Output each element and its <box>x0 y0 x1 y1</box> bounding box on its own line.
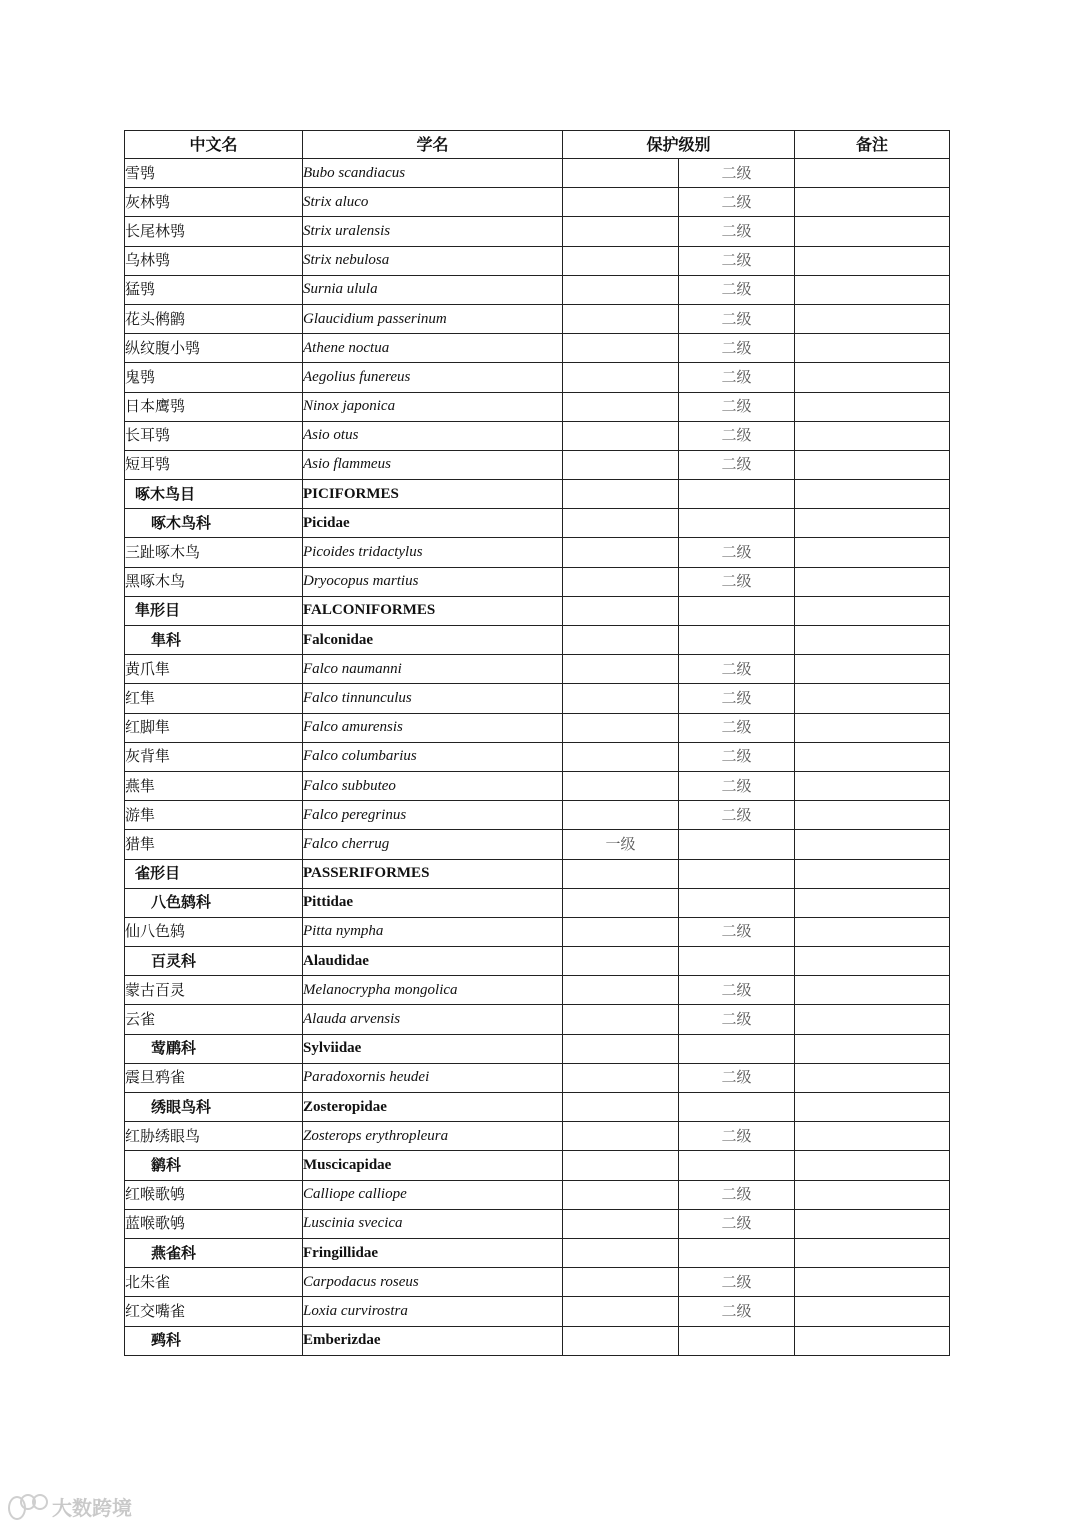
level-one-cell <box>563 1326 679 1355</box>
remarks-cell <box>795 275 950 304</box>
level-two-cell: 二级 <box>679 801 795 830</box>
scientific-name-cell: Picidae <box>303 509 563 538</box>
chinese-name-cell: 啄木鸟科 <box>125 509 303 538</box>
level-two-cell <box>679 830 795 859</box>
table-row <box>125 538 950 567</box>
scientific-name-cell: Falco cherrug <box>303 830 563 859</box>
level-one-cell <box>563 713 679 742</box>
remarks-cell <box>795 888 950 917</box>
scientific-name-cell: Aegolius funereus <box>303 363 563 392</box>
scientific-name-cell: Calliope calliope <box>303 1180 563 1209</box>
level-one-cell <box>563 159 679 188</box>
table-row <box>125 1180 950 1209</box>
level-one-cell <box>563 567 679 596</box>
chinese-name-cell: 长尾林鸮 <box>125 217 303 246</box>
remarks-cell <box>795 801 950 830</box>
remarks-cell <box>795 1034 950 1063</box>
table-row <box>125 742 950 771</box>
order-row <box>125 596 950 625</box>
remarks-cell <box>795 1326 950 1355</box>
chinese-name-cell: 红脚隼 <box>125 713 303 742</box>
level-one-cell <box>563 888 679 917</box>
family-row <box>125 888 950 917</box>
remarks-cell <box>795 742 950 771</box>
chinese-name-cell: 长耳鸮 <box>125 421 303 450</box>
remarks-cell <box>795 1297 950 1326</box>
chinese-name-cell: 隼科 <box>125 626 303 655</box>
level-two-cell: 二级 <box>679 188 795 217</box>
level-two-cell <box>679 888 795 917</box>
scientific-name-cell: Falco tinnunculus <box>303 684 563 713</box>
remarks-cell <box>795 509 950 538</box>
scientific-name-cell: Alaudidae <box>303 947 563 976</box>
family-row <box>125 509 950 538</box>
watermark <box>8 1492 132 1521</box>
table-row <box>125 421 950 450</box>
watermark-logo-icon <box>8 1494 48 1520</box>
scientific-name-cell: Falconidae <box>303 626 563 655</box>
scientific-name-cell: Asio flammeus <box>303 450 563 479</box>
chinese-name-cell: 鹀科 <box>125 1326 303 1355</box>
level-one-cell <box>563 363 679 392</box>
remarks-cell <box>795 1151 950 1180</box>
chinese-name-cell: 三趾啄木鸟 <box>125 538 303 567</box>
level-one-cell <box>563 246 679 275</box>
remarks-cell <box>795 1238 950 1267</box>
level-two-cell: 二级 <box>679 1005 795 1034</box>
level-one-cell <box>563 217 679 246</box>
chinese-name-cell: 隼形目 <box>125 596 303 625</box>
table-row <box>125 1209 950 1238</box>
level-two-cell <box>679 596 795 625</box>
level-two-cell: 二级 <box>679 917 795 946</box>
chinese-name-cell: 红胁绣眼鸟 <box>125 1122 303 1151</box>
level-one-cell <box>563 275 679 304</box>
remarks-cell <box>795 159 950 188</box>
table-row <box>125 713 950 742</box>
scientific-name-cell: Muscicapidae <box>303 1151 563 1180</box>
family-row <box>125 947 950 976</box>
chinese-name-cell: 百灵科 <box>125 947 303 976</box>
family-row <box>125 1326 950 1355</box>
level-two-cell: 二级 <box>679 304 795 333</box>
header-scientific-name: 学名 <box>303 131 563 159</box>
remarks-cell <box>795 363 950 392</box>
level-one-cell <box>563 742 679 771</box>
level-two-cell <box>679 1151 795 1180</box>
scientific-name-cell: PASSERIFORMES <box>303 859 563 888</box>
level-two-cell <box>679 1034 795 1063</box>
chinese-name-cell: 雪鸮 <box>125 159 303 188</box>
level-one-cell <box>563 1238 679 1267</box>
table-row <box>125 304 950 333</box>
scientific-name-cell: Alauda arvensis <box>303 1005 563 1034</box>
remarks-cell <box>795 947 950 976</box>
chinese-name-cell: 花头鸺鹠 <box>125 304 303 333</box>
level-two-cell: 二级 <box>679 392 795 421</box>
chinese-name-cell: 绣眼鸟科 <box>125 1093 303 1122</box>
order-row <box>125 859 950 888</box>
scientific-name-cell: Glaucidium passerinum <box>303 304 563 333</box>
chinese-name-cell: 云雀 <box>125 1005 303 1034</box>
level-one-cell <box>563 596 679 625</box>
table-row <box>125 188 950 217</box>
chinese-name-cell: 燕雀科 <box>125 1238 303 1267</box>
level-one-cell <box>563 538 679 567</box>
scientific-name-cell: Falco naumanni <box>303 655 563 684</box>
table-row <box>125 363 950 392</box>
level-one-cell <box>563 947 679 976</box>
species-protection-table <box>124 130 950 1356</box>
level-two-cell: 二级 <box>679 1297 795 1326</box>
table-row <box>125 1005 950 1034</box>
level-two-cell: 二级 <box>679 1209 795 1238</box>
scientific-name-cell: Strix uralensis <box>303 217 563 246</box>
chinese-name-cell: 蓝喉歌鸲 <box>125 1209 303 1238</box>
header-protection-level: 保护级别 <box>563 131 795 159</box>
chinese-name-cell: 啄木鸟目 <box>125 480 303 509</box>
remarks-cell <box>795 976 950 1005</box>
chinese-name-cell: 北朱雀 <box>125 1268 303 1297</box>
level-one-cell <box>563 917 679 946</box>
chinese-name-cell: 仙八色鸫 <box>125 917 303 946</box>
chinese-name-cell: 鹟科 <box>125 1151 303 1180</box>
scientific-name-cell: Sylviidae <box>303 1034 563 1063</box>
remarks-cell <box>795 480 950 509</box>
level-one-cell <box>563 1034 679 1063</box>
chinese-name-cell: 莺鹛科 <box>125 1034 303 1063</box>
family-row <box>125 1151 950 1180</box>
remarks-cell <box>795 859 950 888</box>
chinese-name-cell: 日本鹰鸮 <box>125 392 303 421</box>
level-two-cell <box>679 947 795 976</box>
table-row <box>125 159 950 188</box>
level-one-cell <box>563 626 679 655</box>
remarks-cell <box>795 1268 950 1297</box>
remarks-cell <box>795 1209 950 1238</box>
scientific-name-cell: Melanocrypha mongolica <box>303 976 563 1005</box>
level-two-cell: 二级 <box>679 1122 795 1151</box>
level-two-cell: 二级 <box>679 1268 795 1297</box>
level-one-cell <box>563 976 679 1005</box>
level-one-cell <box>563 1297 679 1326</box>
chinese-name-cell: 八色鸫科 <box>125 888 303 917</box>
remarks-cell <box>795 1122 950 1151</box>
chinese-name-cell: 游隼 <box>125 801 303 830</box>
scientific-name-cell: Strix nebulosa <box>303 246 563 275</box>
scientific-name-cell: Luscinia svecica <box>303 1209 563 1238</box>
level-two-cell: 二级 <box>679 567 795 596</box>
remarks-cell <box>795 188 950 217</box>
table-row <box>125 917 950 946</box>
level-one-cell: 一级 <box>563 830 679 859</box>
level-one-cell <box>563 450 679 479</box>
scientific-name-cell: FALCONIFORMES <box>303 596 563 625</box>
level-two-cell: 二级 <box>679 217 795 246</box>
family-row <box>125 1093 950 1122</box>
remarks-cell <box>795 771 950 800</box>
level-one-cell <box>563 859 679 888</box>
chinese-name-cell: 红交嘴雀 <box>125 1297 303 1326</box>
level-two-cell <box>679 1093 795 1122</box>
remarks-cell <box>795 917 950 946</box>
chinese-name-cell: 灰背隼 <box>125 742 303 771</box>
remarks-cell <box>795 626 950 655</box>
table-row <box>125 217 950 246</box>
remarks-cell <box>795 1093 950 1122</box>
level-two-cell: 二级 <box>679 159 795 188</box>
table-row <box>125 334 950 363</box>
chinese-name-cell: 鬼鸮 <box>125 363 303 392</box>
level-two-cell: 二级 <box>679 538 795 567</box>
scientific-name-cell: Picoides tridactylus <box>303 538 563 567</box>
level-one-cell <box>563 304 679 333</box>
scientific-name-cell: Loxia curvirostra <box>303 1297 563 1326</box>
remarks-cell <box>795 246 950 275</box>
level-two-cell: 二级 <box>679 246 795 275</box>
chinese-name-cell: 雀形目 <box>125 859 303 888</box>
scientific-name-cell: Bubo scandiacus <box>303 159 563 188</box>
level-one-cell <box>563 480 679 509</box>
remarks-cell <box>795 1180 950 1209</box>
remarks-cell <box>795 684 950 713</box>
table-row <box>125 1268 950 1297</box>
remarks-cell <box>795 392 950 421</box>
scientific-name-cell: Zosteropidae <box>303 1093 563 1122</box>
scientific-name-cell: Zosterops erythropleura <box>303 1122 563 1151</box>
remarks-cell <box>795 304 950 333</box>
scientific-name-cell: Falco peregrinus <box>303 801 563 830</box>
level-two-cell: 二级 <box>679 1180 795 1209</box>
table-row <box>125 684 950 713</box>
chinese-name-cell: 猛鸮 <box>125 275 303 304</box>
level-two-cell: 二级 <box>679 275 795 304</box>
table-row <box>125 1297 950 1326</box>
header-remarks: 备注 <box>795 131 950 159</box>
chinese-name-cell: 纵纹腹小鸮 <box>125 334 303 363</box>
level-one-cell <box>563 421 679 450</box>
level-two-cell: 二级 <box>679 334 795 363</box>
family-row <box>125 1238 950 1267</box>
table-row <box>125 1122 950 1151</box>
remarks-cell <box>795 830 950 859</box>
remarks-cell <box>795 450 950 479</box>
level-one-cell <box>563 655 679 684</box>
chinese-name-cell: 红隼 <box>125 684 303 713</box>
table-row <box>125 830 950 859</box>
chinese-name-cell: 燕隼 <box>125 771 303 800</box>
remarks-cell <box>795 1063 950 1092</box>
level-two-cell <box>679 1238 795 1267</box>
table-row <box>125 976 950 1005</box>
remarks-cell <box>795 538 950 567</box>
remarks-cell <box>795 421 950 450</box>
table-row <box>125 567 950 596</box>
scientific-name-cell: Paradoxornis heudei <box>303 1063 563 1092</box>
level-two-cell: 二级 <box>679 655 795 684</box>
watermark-text: 大数跨境 <box>52 1496 132 1520</box>
level-one-cell <box>563 684 679 713</box>
scientific-name-cell: Strix aluco <box>303 188 563 217</box>
scientific-name-cell: Pittidae <box>303 888 563 917</box>
level-two-cell <box>679 626 795 655</box>
level-two-cell: 二级 <box>679 713 795 742</box>
chinese-name-cell: 乌林鸮 <box>125 246 303 275</box>
level-one-cell <box>563 509 679 538</box>
remarks-cell <box>795 596 950 625</box>
table-row <box>125 771 950 800</box>
level-two-cell: 二级 <box>679 742 795 771</box>
level-one-cell <box>563 1151 679 1180</box>
family-row <box>125 626 950 655</box>
table-row <box>125 246 950 275</box>
level-one-cell <box>563 392 679 421</box>
level-one-cell <box>563 334 679 363</box>
scientific-name-cell: Surnia ulula <box>303 275 563 304</box>
chinese-name-cell: 震旦鸦雀 <box>125 1063 303 1092</box>
level-two-cell: 二级 <box>679 450 795 479</box>
order-row <box>125 480 950 509</box>
level-one-cell <box>563 1093 679 1122</box>
level-two-cell <box>679 509 795 538</box>
table-row <box>125 801 950 830</box>
chinese-name-cell: 灰林鸮 <box>125 188 303 217</box>
level-two-cell <box>679 480 795 509</box>
scientific-name-cell: Asio otus <box>303 421 563 450</box>
table-header-row <box>125 131 950 159</box>
scientific-name-cell: Athene noctua <box>303 334 563 363</box>
remarks-cell <box>795 1005 950 1034</box>
table-row <box>125 275 950 304</box>
remarks-cell <box>795 713 950 742</box>
remarks-cell <box>795 334 950 363</box>
level-two-cell <box>679 859 795 888</box>
chinese-name-cell: 短耳鸮 <box>125 450 303 479</box>
level-one-cell <box>563 1063 679 1092</box>
level-one-cell <box>563 188 679 217</box>
level-two-cell: 二级 <box>679 421 795 450</box>
table-row <box>125 392 950 421</box>
scientific-name-cell: Ninox japonica <box>303 392 563 421</box>
table-row <box>125 1063 950 1092</box>
chinese-name-cell: 黑啄木鸟 <box>125 567 303 596</box>
scientific-name-cell: Fringillidae <box>303 1238 563 1267</box>
remarks-cell <box>795 567 950 596</box>
scientific-name-cell: Falco columbarius <box>303 742 563 771</box>
level-two-cell: 二级 <box>679 976 795 1005</box>
scientific-name-cell: Carpodacus roseus <box>303 1268 563 1297</box>
chinese-name-cell: 猎隼 <box>125 830 303 859</box>
scientific-name-cell: Pitta nympha <box>303 917 563 946</box>
level-one-cell <box>563 1180 679 1209</box>
scientific-name-cell: Falco amurensis <box>303 713 563 742</box>
remarks-cell <box>795 655 950 684</box>
level-two-cell: 二级 <box>679 1063 795 1092</box>
header-chinese-name: 中文名 <box>125 131 303 159</box>
level-two-cell <box>679 1326 795 1355</box>
level-two-cell: 二级 <box>679 771 795 800</box>
table-row <box>125 655 950 684</box>
level-one-cell <box>563 1005 679 1034</box>
family-row <box>125 1034 950 1063</box>
level-two-cell: 二级 <box>679 363 795 392</box>
level-one-cell <box>563 801 679 830</box>
remarks-cell <box>795 217 950 246</box>
level-one-cell <box>563 1268 679 1297</box>
level-one-cell <box>563 1209 679 1238</box>
chinese-name-cell: 红喉歌鸲 <box>125 1180 303 1209</box>
level-one-cell <box>563 1122 679 1151</box>
scientific-name-cell: Emberizdae <box>303 1326 563 1355</box>
level-one-cell <box>563 771 679 800</box>
scientific-name-cell: Falco subbuteo <box>303 771 563 800</box>
chinese-name-cell: 蒙古百灵 <box>125 976 303 1005</box>
scientific-name-cell: Dryocopus martius <box>303 567 563 596</box>
level-two-cell: 二级 <box>679 684 795 713</box>
chinese-name-cell: 黄爪隼 <box>125 655 303 684</box>
scientific-name-cell: PICIFORMES <box>303 480 563 509</box>
table-row <box>125 450 950 479</box>
